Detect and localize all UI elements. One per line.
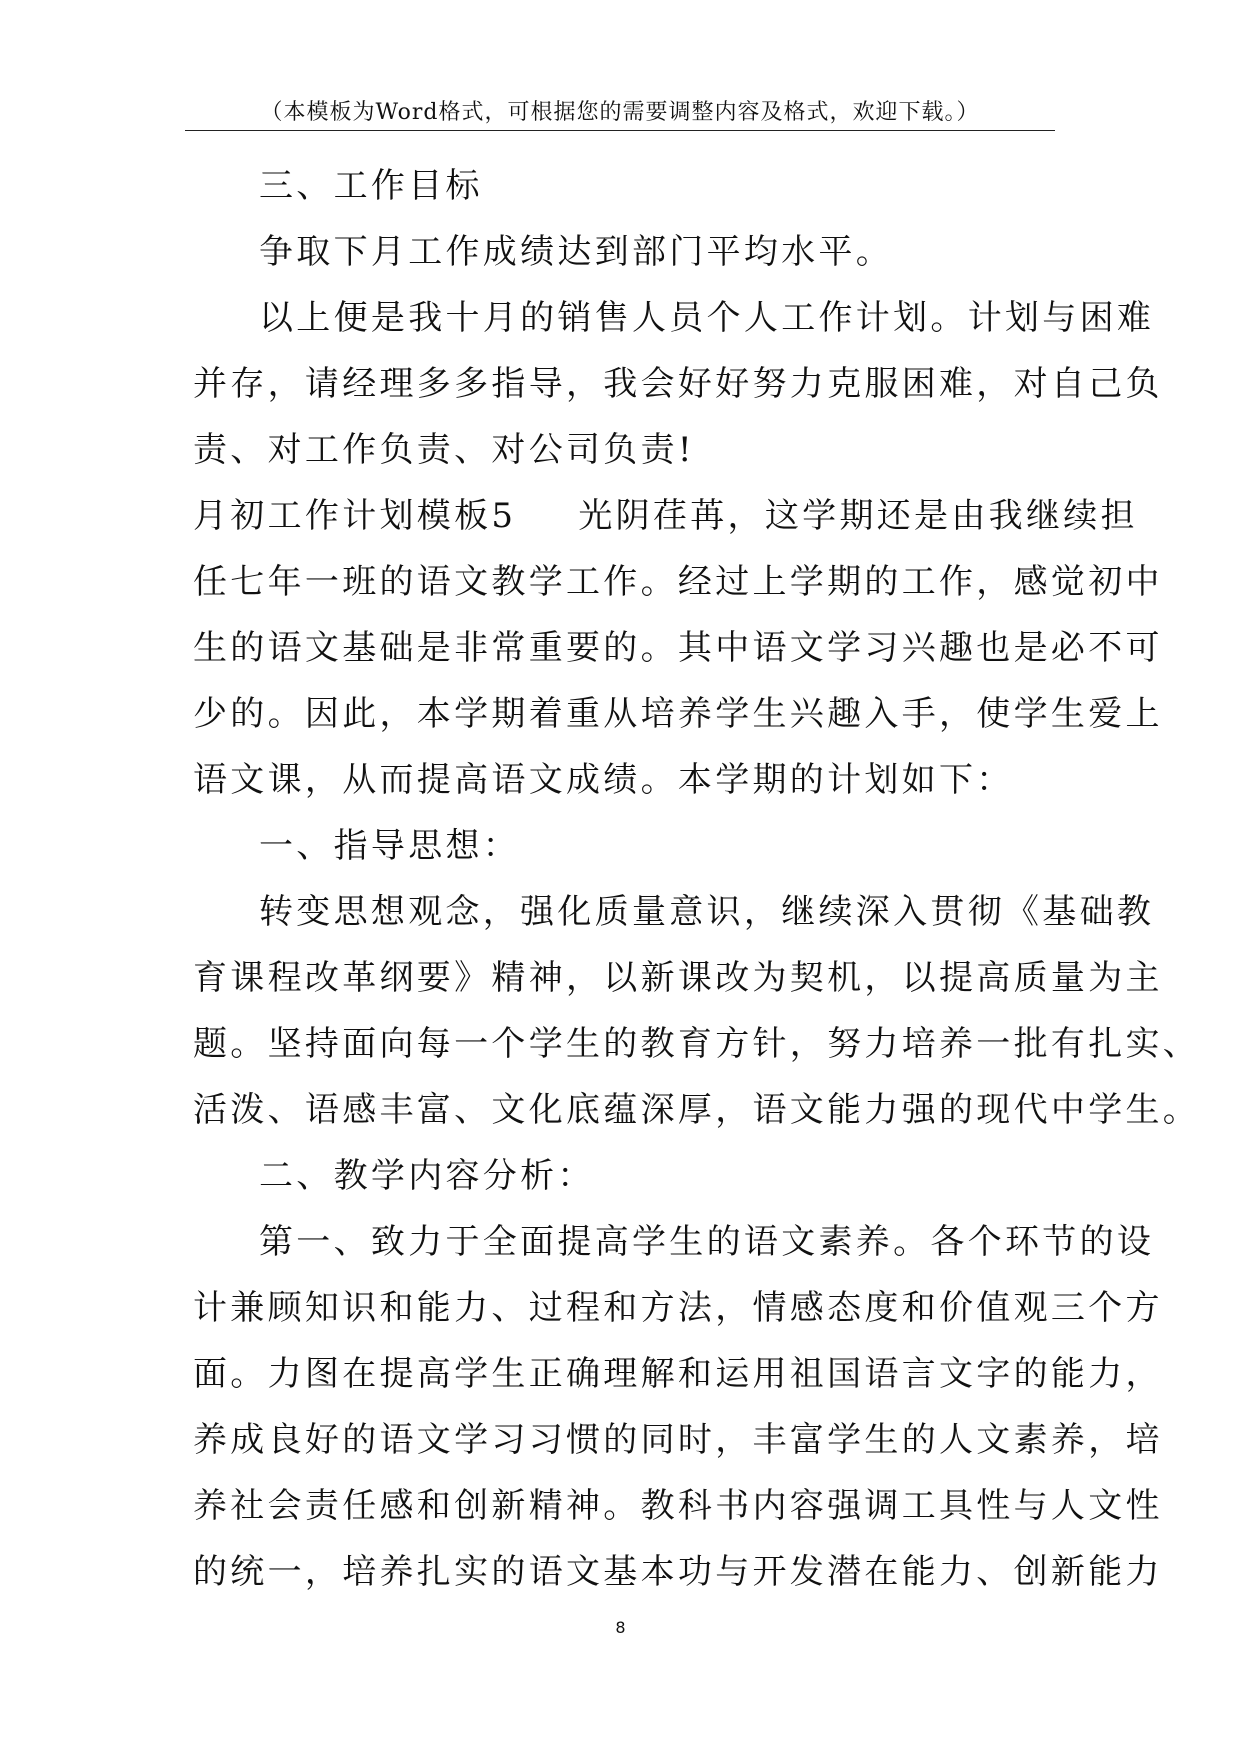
paragraph-line: 第一、致力于全面提高学生的语文素养。各个环节的设 [259, 1222, 1155, 1262]
paragraph-line: 面。力图在提高学生正确理解和运用祖国语言文字的能力， [193, 1354, 1163, 1394]
paragraph-line: 转变思想观念，强化质量意识，继续深入贯彻《基础教 [259, 892, 1155, 932]
paragraph-line: 生的语文基础是非常重要的。其中语文学习兴趣也是必不可 [193, 628, 1163, 668]
paragraph-line: 题。坚持面向每一个学生的教育方针，努力培养一批有扎实、 [193, 1024, 1201, 1064]
paragraph-line: 的统一，培养扎实的语文基本功与开发潜在能力、创新能力 [193, 1552, 1163, 1592]
paragraph-line: 计兼顾知识和能力、过程和方法，情感态度和价值观三个方 [193, 1288, 1163, 1328]
paragraph-line: 语文课，从而提高语文成绩。本学期的计划如下： [193, 760, 1014, 800]
paragraph-line: 养成良好的语文学习习惯的同时，丰富学生的人文素养，培 [193, 1420, 1163, 1460]
template-note-header: （本模板为Word格式，可根据您的需要调整内容及格式，欢迎下载。） [260, 100, 980, 125]
paragraph-line: 并存，请经理多多指导，我会好好努力克服困难，对自己负 [193, 364, 1163, 404]
document-body [193, 153, 1201, 1605]
paragraph-line: 责、对工作负责、对公司负责! [193, 430, 695, 470]
paragraph-line: 任七年一班的语文教学工作。经过上学期的工作，感觉初中 [193, 562, 1163, 602]
section-heading-content-analysis: 二、教学内容分析： [259, 1156, 595, 1196]
paragraph-line: 育课程改革纲要》精神，以新课改为契机，以提高质量为主 [193, 958, 1163, 998]
paragraph-line-with-title [193, 483, 1138, 549]
section-heading-work-goals: 三、工作目标 [259, 166, 483, 206]
header-divider [185, 130, 1055, 131]
paragraph-line: 以上便是我十月的销售人员个人工作计划。计划与困难 [259, 298, 1155, 338]
paragraph-line: 养社会责任感和创新精神。教科书内容强调工具性与人文性 [193, 1486, 1163, 1526]
section-heading-guiding-thought: 一、指导思想： [259, 826, 521, 866]
paragraph-text: 光阴荏苒，这学期还是由我继续担 [578, 496, 1138, 536]
paragraph-line: 活泼、语感丰富、文化底蕴深厚，语文能力强的现代中学生。 [193, 1090, 1201, 1130]
page-number: 8 [615, 1618, 626, 1637]
paragraph-line: 争取下月工作成绩达到部门平均水平。 [259, 232, 894, 272]
template-title: 月初工作计划模板5 [193, 496, 517, 536]
paragraph-line: 少的。因此，本学期着重从培养学生兴趣入手，使学生爱上 [193, 694, 1163, 734]
